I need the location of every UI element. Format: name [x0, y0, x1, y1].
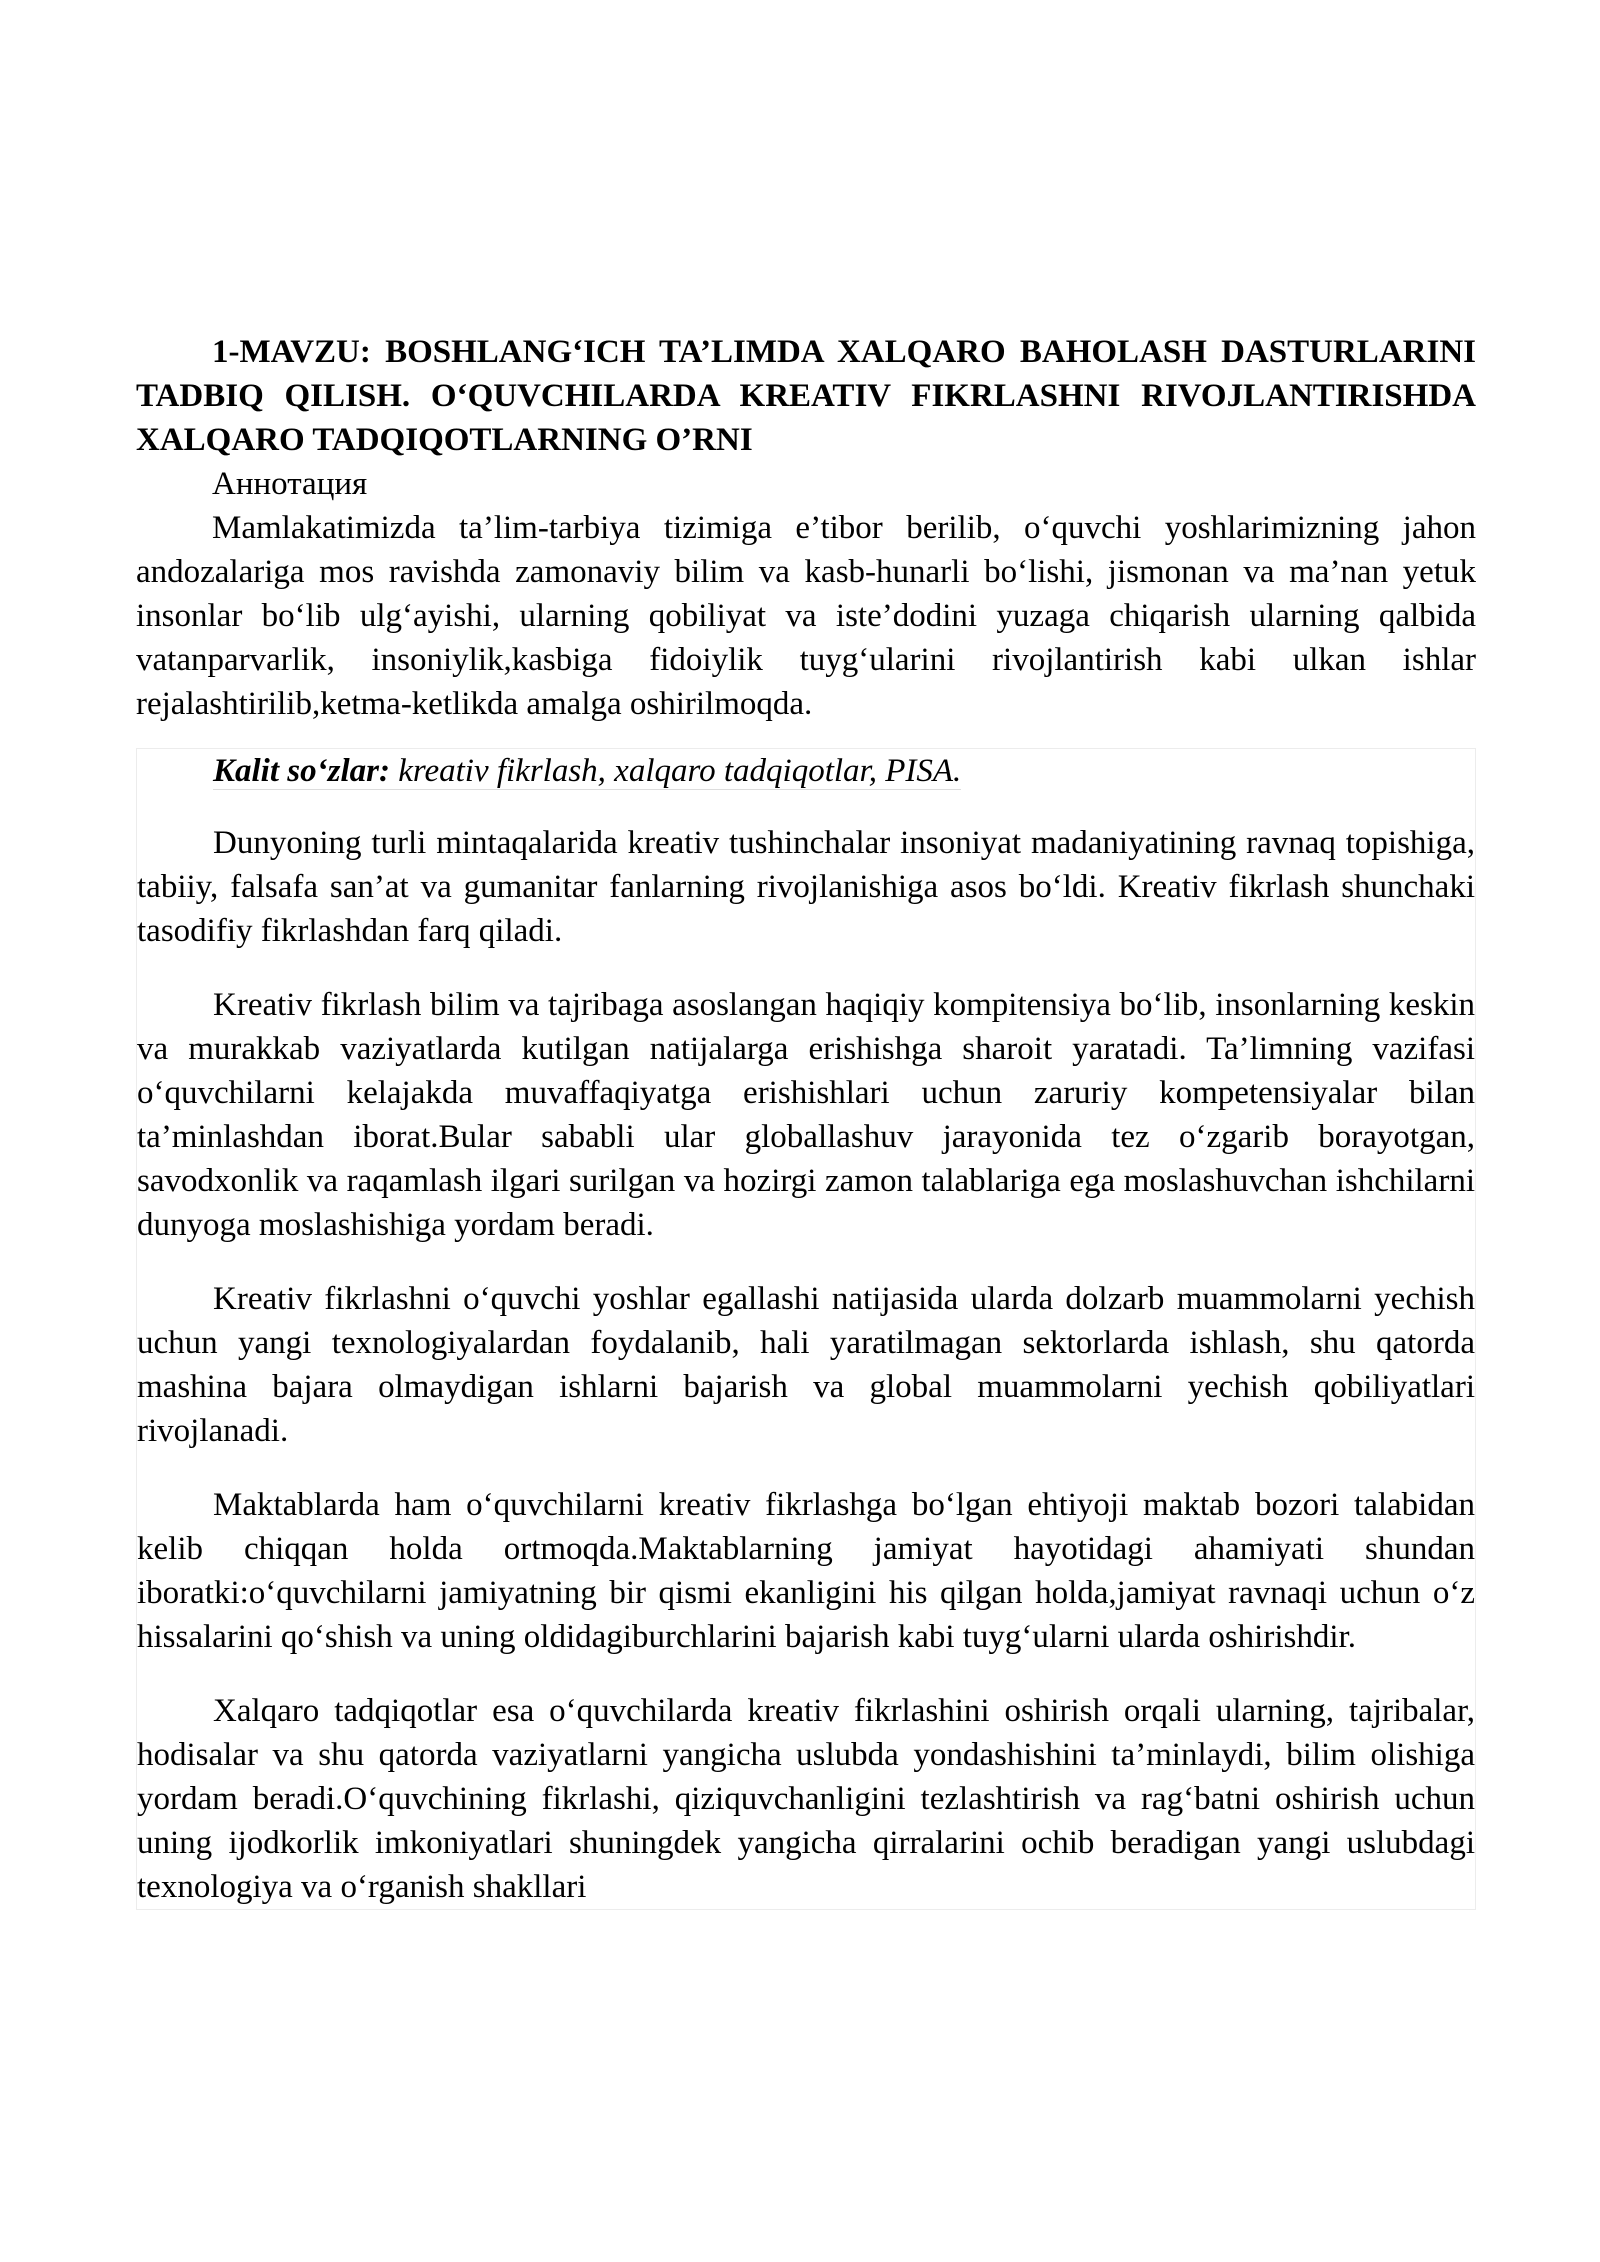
- annotation-paragraph: Mamlakatimizda ta’lim-tarbiya tizimiga e’tibor berilib, o‘quvchi yoshlarimizning jahon andozalariga mos ravishda zamonaviy bilim va kasb-hunarli bo‘lishi, jismonan va ma’nan yetuk insonlar bo‘lib ulg‘ayishi, ularning qobiliyat va iste’dodini yuzaga chiqarish ularning qalbida vatanparvarlik, insoniylik,kasbiga fidoiylik tuyg‘ularini rivojlantirish kabi ulkan ishlar rejalashtirilib,ketma-ketlikda amalga oshirilmoqda.: [136, 510, 1476, 722]
- body-paragraph-1: Dunyoning turli mintaqalarida kreativ tushinchalar insoniyat madaniyatining ravnaq topishiga, tabiiy, falsafa san’at va gumanitar fanlarning rivojlanishiga asos bo‘ldi. Kreativ fikrlash shunchaki tasodifiy fikrlashdan farq qiladi.: [137, 825, 1475, 949]
- body-paragraph-5: Xalqaro tadqiqotlar esa o‘quvchilarda kreativ fikrlashini oshirish orqali ularning, tajribalar, hodisalar va shu qatorda vaziyatlarni yangicha uslubda yondashishini ta’minlaydi, bilim olishiga yordam beradi.O‘quvchining fikrlashi, qiziquvchanligini tezlashtirish va rag‘batni oshirish uchun uning ijodkorlik imkoniyatlari shuningdek yangicha qirralarini ochib beradigan yangi uslubdagi texnologiya va o‘rganish shakllari: [137, 1693, 1475, 1905]
- body-paragraph-2: Kreativ fikrlash bilim va tajribaga asoslangan haqiqiy kompitensiya bo‘lib, insonlarning keskin va murakkab vaziyatlarda kutilgan natijalarga erishishga sharoit yaratadi. Ta’limning vazifasi o‘quvchilarni kelajakda muvaffaqiyatga erishishlari uchun zaruriy kompetensiyalar bilan ta’minlashdan iborat.Bular sababli ular globallashuv jarayonida tez o‘zgarib borayotgan, savodxonlik va raqamlash ilgari surilgan va hozirgi zamon talablariga ega moslashuvchan ishchilarni dunyoga moslashishiga yordam beradi.: [137, 987, 1475, 1243]
- annotation-heading: Аннотация: [212, 466, 368, 502]
- body-paragraph-3: Kreativ fikrlashni o‘quvchi yoshlar egallashi natijasida ularda dolzarb muammolarni yechish uchun yangi texnologiyalardan foydalanib, hali yaratilmagan sektorlarda ishlash, shu qatorda mashina bajara olmaydigan ishlarni bajarish va global muammolarni yechish qobiliyatlari rivojlanadi.: [137, 1281, 1475, 1449]
- document-page: [136, 330, 1476, 1910]
- keywords-box: [213, 753, 961, 790]
- body-paragraph-4: Maktablarda ham o‘quvchilarni kreativ fikrlashga bo‘lgan ehtiyoji maktab bozori talabidan kelib chiqqan holda ortmoqda.Maktablarning jamiyat hayotidagi ahamiyati shundan iboratki:o‘quvchilarni jamiyatning bir qismi ekanligini his qilgan holda,jamiyat ravnaqi uchun o‘z hissalarini qo‘shish va uning oldidagiburchlarini bajarish kabi tuyg‘ularni ularda oshirishdir.: [137, 1487, 1475, 1655]
- keywords-line: [137, 749, 1475, 793]
- body-section: [136, 748, 1476, 1910]
- document-title: 1-MAVZU: BOSHLANG‘ICH TA’LIMDA XALQARO BAHOLASH DASTURLARINI TADBIQ QILISH. O‘QUVCHILARDA KREATIV FIKRLASHNI RIVOJLANTIRISHDA XALQARO TADQIQOTLARNING O’RNI: [136, 334, 1476, 458]
- keywords-text: kreativ fikrlash, xalqaro tadqiqotlar, PISA.: [389, 753, 962, 789]
- keywords-label: Kalit so‘zlar:: [213, 753, 390, 789]
